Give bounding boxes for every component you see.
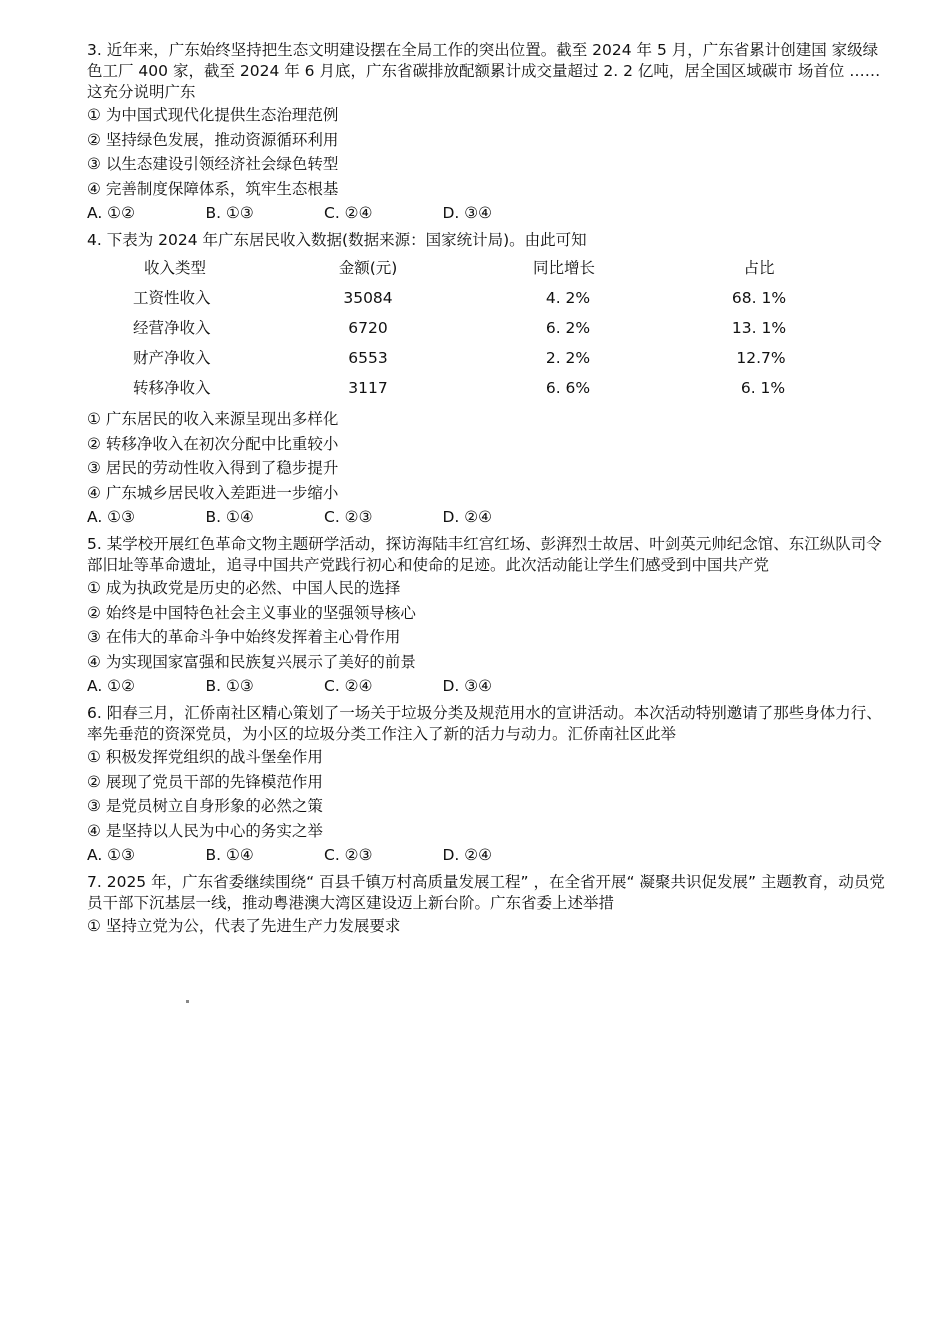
- question-3-stem: 3. 近年来，广东始终坚持把生态文明建设摆在全局工作的突出位置。截至 2024 年 5 月，广东省累计创建国 家级绿色工厂 400 家，截至 2024 年 6 月底，广东省碳排放配额累计成交量超过 2. 2 亿吨，居全国区域碳市 场首位 ……这充分说明广东: [87, 41, 881, 101]
- question-3-option-1: ① 为中国式现代化提供生态治理范例: [87, 106, 339, 124]
- question-6-option-1: ① 积极发挥党组织的战斗堡垒作用: [87, 748, 323, 766]
- question-4-option-4: ④ 广东城乡居民收入差距进一步缩小: [87, 483, 339, 502]
- choice-d[interactable]: D. ③④: [442, 204, 493, 222]
- question-5-option-3: ③ 在伟大的革命斗争中始终发挥着主心骨作用: [87, 628, 401, 646]
- table-header: 收入类型: [143, 259, 207, 277]
- question-6-choices: [87, 843, 887, 868]
- table-cell: 2. 2%: [545, 349, 591, 367]
- question-4-option-1: ① 广东居民的收入来源呈现出多样化: [87, 410, 339, 428]
- question-6-stem: 6. 阳春三月，汇侨南社区精心策划了一场关于垃圾分类及规范用水的宣讲活动。本次活动特别邀请了那些身体力行、率先垂范的资深党员，为小区的垃圾分类工作注入了新的活力与动力。汇侨南社区此举: [87, 704, 882, 743]
- question-3-choices: [87, 201, 887, 226]
- choice-b[interactable]: B. ①③: [205, 677, 254, 695]
- question-7: [87, 872, 887, 939]
- question-5-option-1: ① 成为执政党是历史的必然、中国人民的选择: [87, 579, 401, 597]
- table-cell: 4. 2%: [545, 289, 591, 307]
- choice-c[interactable]: C. ②④: [324, 677, 373, 695]
- question-4-stem: 4. 下表为 2024 年广东居民收入数据(数据来源：国家统计局)。由此可知: [87, 231, 587, 249]
- table-cell: 6553: [348, 349, 388, 367]
- choice-a[interactable]: A. ①③: [87, 508, 135, 526]
- question-3-option-3: ③ 以生态建设引领经济社会绿色转型: [87, 155, 339, 173]
- question-6-option-2: ② 展现了党员干部的先锋模范作用: [87, 772, 323, 791]
- table-cell: 6. 6%: [545, 379, 591, 397]
- choice-c[interactable]: C. ②③: [324, 846, 373, 864]
- table-cell: 转移净收入: [133, 379, 211, 397]
- question-6-option-3: ③ 是党员树立自身形象的必然之策: [87, 797, 323, 815]
- question-5-option-4: ④ 为实现国家富强和民族复兴展示了美好的前景: [87, 652, 416, 671]
- table-cell: 12.7%: [736, 349, 786, 367]
- table-cell: 6. 1%: [740, 379, 786, 397]
- table-header: 占比: [743, 259, 775, 277]
- table-cell: 工资性收入: [133, 289, 211, 307]
- table-cell: 68. 1%: [731, 289, 787, 307]
- table-cell: 财产净收入: [133, 349, 211, 367]
- choice-b[interactable]: B. ①④: [205, 846, 254, 864]
- choice-a[interactable]: A. ①③: [87, 846, 135, 864]
- question-3-option-2: ② 坚持绿色发展，推动资源循环利用: [87, 130, 339, 149]
- choice-a[interactable]: A. ①②: [87, 677, 135, 695]
- choice-c[interactable]: C. ②③: [324, 508, 373, 526]
- table-header: 同比增长: [532, 259, 596, 277]
- stray-mark: [186, 1000, 189, 1003]
- choice-b[interactable]: B. ①③: [205, 204, 254, 222]
- question-6: [87, 703, 887, 868]
- table-header: 金额(元): [338, 259, 398, 277]
- table-cell: 经营净收入: [133, 319, 211, 337]
- choice-d[interactable]: D. ②④: [442, 846, 493, 864]
- question-4-option-3: ③ 居民的劳动性收入得到了稳步提升: [87, 459, 339, 477]
- question-7-option-1: ① 坚持立党为公，代表了先进生产力发展要求: [87, 917, 401, 935]
- question-4-choices: [87, 505, 887, 530]
- exam-page: [87, 40, 887, 943]
- income-table: [87, 253, 887, 403]
- table-cell: 13. 1%: [731, 319, 787, 337]
- question-3-option-4: ④ 完善制度保障体系，筑牢生态根基: [87, 179, 339, 198]
- choice-a[interactable]: A. ①②: [87, 204, 135, 222]
- question-7-stem: 7. 2025 年，广东省委继续围绕“ 百县千镇万村高质量发展工程” ，在全省开展“ 凝聚共识促发展” 主题教育，动员党员干部下沉基层一线，推动粤港澳大湾区建设迈上新台阶。广东省委上述举措: [87, 873, 885, 912]
- table-cell: 35084: [343, 289, 393, 307]
- choice-d[interactable]: D. ②④: [442, 508, 493, 526]
- question-5-stem: 5. 某学校开展红色革命文物主题研学活动，探访海陆丰红宫红场、彭湃烈士故居、叶剑英元帅纪念馆、东江纵队司令部旧址等革命遗址，追寻中国共产党践行初心和使命的足迹。此次活动能让学生们感受到中国共产党: [87, 535, 882, 574]
- question-5: [87, 534, 887, 699]
- choice-b[interactable]: B. ①④: [205, 508, 254, 526]
- table-cell: 6. 2%: [545, 319, 591, 337]
- choice-c[interactable]: C. ②④: [324, 204, 373, 222]
- question-4-option-2: ② 转移净收入在初次分配中比重较小: [87, 434, 339, 453]
- choice-d[interactable]: D. ③④: [442, 677, 493, 695]
- question-5-option-2: ② 始终是中国特色社会主义事业的坚强领导核心: [87, 603, 416, 622]
- question-6-option-4: ④ 是坚持以人民为中心的务实之举: [87, 821, 323, 840]
- question-4: [87, 230, 887, 530]
- question-3: [87, 40, 887, 226]
- question-5-choices: [87, 674, 887, 699]
- table-cell: 6720: [348, 319, 388, 337]
- table-cell: 3117: [348, 379, 388, 397]
